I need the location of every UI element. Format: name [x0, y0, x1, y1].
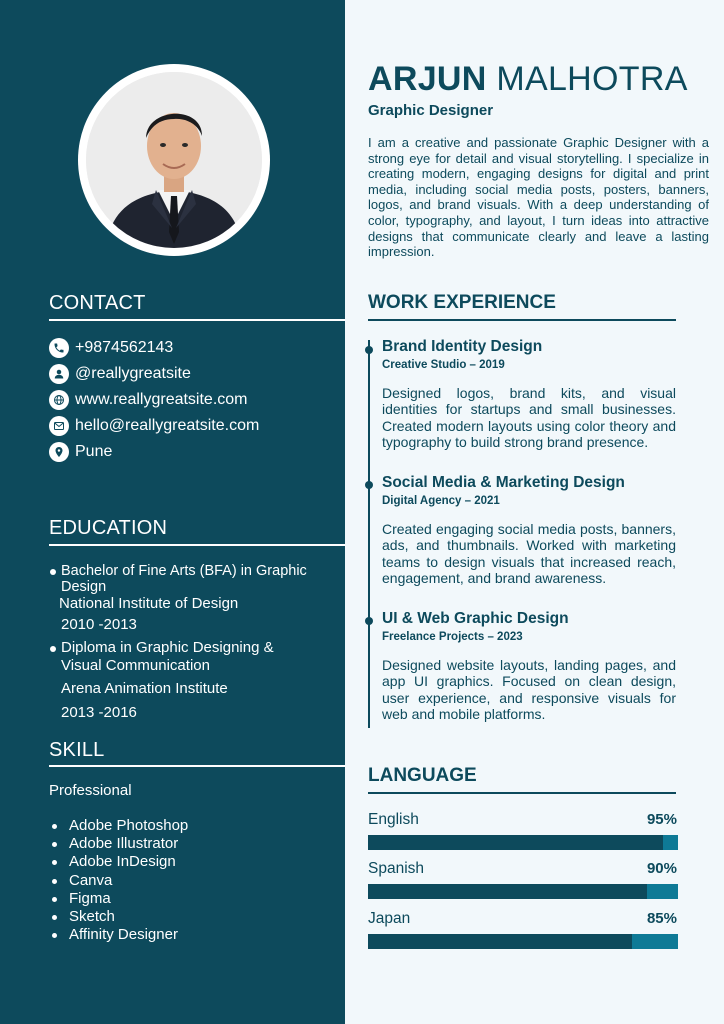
education-divider [49, 544, 345, 546]
education-school-2: Arena Animation Institute [61, 680, 228, 697]
skill-item: Sketch [50, 908, 188, 926]
globe-icon [49, 390, 69, 410]
language-percent: 95% [646, 811, 677, 828]
last-name: MALHOTRA [496, 60, 688, 98]
timeline-dot [365, 481, 373, 489]
sidebar [0, 0, 345, 1024]
phone-icon [49, 338, 69, 358]
language-percent: 90% [646, 860, 677, 877]
skill-item: Canva [50, 872, 188, 890]
language-bar-fill [368, 934, 632, 949]
skill-item: Affinity Designer [50, 926, 188, 944]
contact-website-text: www.reallygreatsite.com [75, 391, 248, 408]
skill-item: Adobe Photoshop [50, 817, 188, 835]
language-bar-fill [368, 835, 663, 850]
language-bar [368, 835, 678, 850]
education-heading: EDUCATION [49, 517, 168, 539]
job-title-3: UI & Web Graphic Design [382, 610, 569, 627]
user-icon [49, 364, 69, 384]
contact-email-text: hello@reallygreatsite.com [75, 417, 260, 434]
contact-location [49, 441, 112, 463]
skill-item: Adobe Illustrator [50, 835, 188, 853]
skill-item: Figma [50, 890, 188, 908]
job-role: Graphic Designer [368, 102, 494, 119]
skill-heading: SKILL [49, 739, 105, 761]
profile-summary: I am a creative and passionate Graphic Designer with a strong eye for detail and visual storytelling. I specialize in creating modern, engaging designs for digital and print media, including social media posts, posters, banners, logos, and brand visuals. With a deep understanding of color, typography, and layout, I turn ideas into attractive designs that communicate clearly and leave a lasting impression. [368, 135, 709, 260]
work-divider [368, 319, 676, 321]
profile-photo [86, 72, 262, 248]
education-years-1: 2010 -2013 [61, 616, 137, 633]
education-school-1: National Institute of Design [59, 595, 239, 612]
contact-divider [49, 319, 345, 321]
job-desc-1: Designed logos, brand kits, and visual identities for startups and small businesses. Created modern layouts using color theory and typography to build strong brand presence. [382, 385, 676, 451]
job-title-1: Brand Identity Design [382, 338, 543, 355]
profile-photo-frame [78, 64, 270, 256]
contact-heading: CONTACT [49, 292, 146, 314]
education-bullet [50, 569, 56, 575]
person-portrait-icon [86, 72, 262, 248]
language-heading: LANGUAGE [368, 765, 477, 786]
education-bullet [50, 646, 56, 652]
mail-icon [49, 416, 69, 436]
job-title-2: Social Media & Marketing Design [382, 474, 625, 491]
language-name: Spanish [368, 860, 425, 877]
language-percent: 85% [646, 910, 677, 927]
contact-social[interactable] [49, 363, 191, 385]
education-degree-2b: Visual Communication [61, 657, 210, 674]
language-bar [368, 934, 678, 949]
timeline-line [368, 340, 370, 728]
language-divider [368, 792, 676, 794]
skill-item: Adobe InDesign [50, 853, 188, 871]
work-heading: WORK EXPERIENCE [368, 292, 556, 313]
contact-phone-text: +9874562143 [75, 339, 174, 356]
skill-list [50, 817, 188, 944]
skill-divider [49, 765, 345, 767]
education-degree-2a: Diploma in Graphic Designing & [61, 639, 274, 656]
education-degree-1a: Bachelor of Fine Arts (BFA) in Graphic [61, 563, 307, 579]
language-name: Japan [368, 910, 411, 927]
timeline-dot [365, 346, 373, 354]
contact-website[interactable] [49, 389, 248, 411]
contact-location-text: Pune [75, 443, 113, 460]
contact-social-text: @reallygreatsite [75, 365, 191, 382]
job-company-1: Creative Studio – 2019 [382, 359, 505, 371]
skill-subtitle: Professional [49, 782, 132, 799]
language-bar-fill [368, 884, 647, 899]
job-desc-2: Created engaging social media posts, banners, ads, and thumbnails. Worked with marketing teams to design visuals that increased reach, engagement, and brand awareness. [382, 521, 676, 587]
job-company-2: Digital Agency – 2021 [382, 495, 500, 507]
contact-phone[interactable] [49, 337, 173, 359]
language-bar [368, 884, 678, 899]
contact-email[interactable] [49, 415, 259, 437]
main-content [345, 0, 724, 1024]
timeline-dot [365, 617, 373, 625]
language-name: English [368, 811, 419, 828]
location-pin-icon [49, 442, 69, 462]
full-name [368, 60, 688, 99]
job-desc-3: Designed website layouts, landing pages, and app UI graphics. Focused on clean design, user experience, and responsive visuals for web and mobile platforms. [382, 657, 676, 723]
first-name: ARJUN [368, 60, 487, 98]
education-years-2: 2013 -2016 [61, 704, 137, 721]
education-degree-1b: Design [61, 579, 107, 595]
job-company-3: Freelance Projects – 2023 [382, 631, 523, 643]
